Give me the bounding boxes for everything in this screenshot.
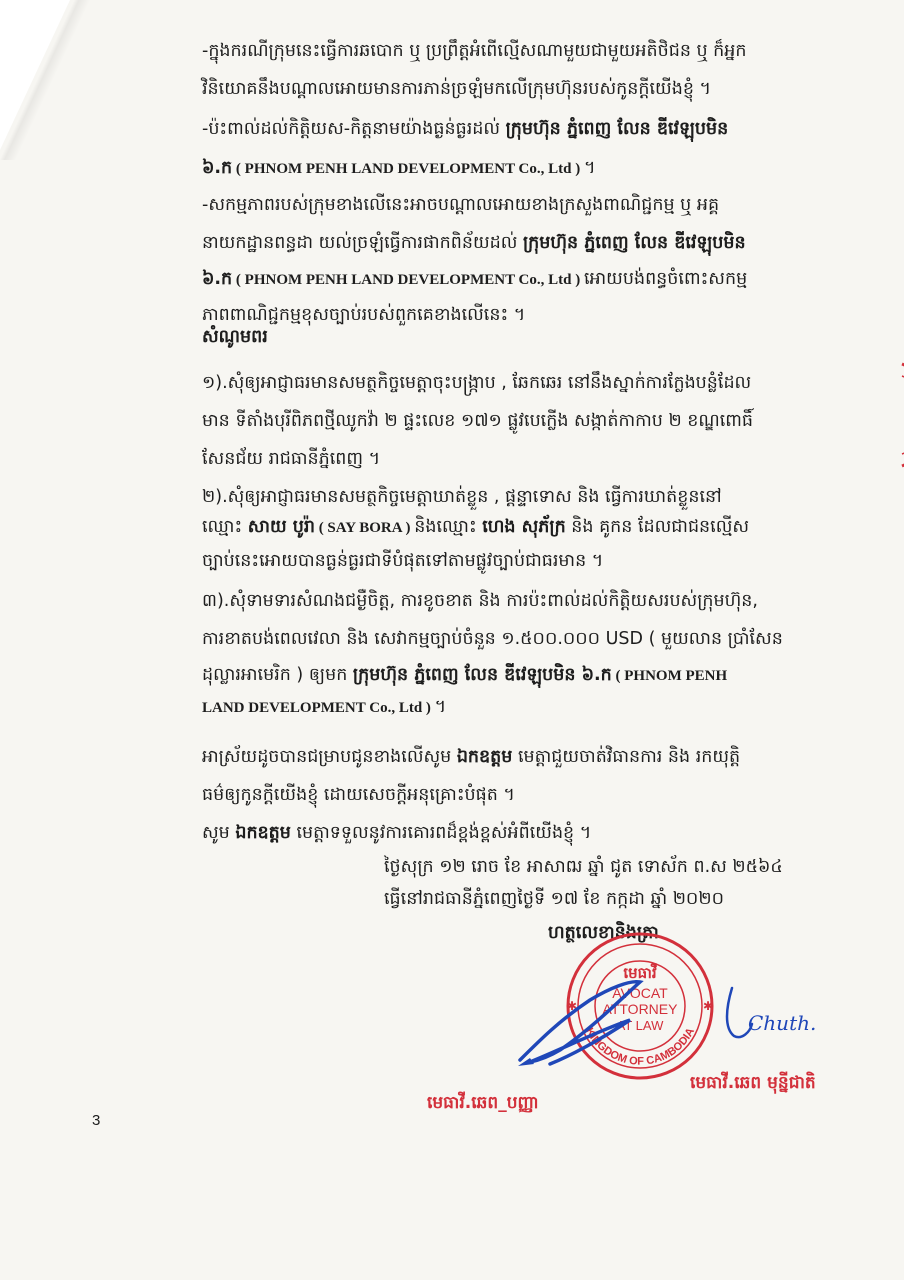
folded-corner-shadow <box>0 0 90 160</box>
text-line: ៦.ក ( PHNOM PENH LAND DEVELOPMENT Co., Ltd ) អោយបង់ពន្ធចំពោះសកម្ម <box>202 269 748 289</box>
issue-date: ធ្វើនៅរាជធានីភ្នំពេញថ្ងៃទី ១៧ ខែ កក្កដា ឆ្នាំ ២០២០ <box>384 889 724 909</box>
company-name-latin: ( PHNOM PENH LAND DEVELOPMENT Co., Ltd ) <box>232 161 584 177</box>
accused-name: សាយ បូរ៉ា <box>247 517 315 537</box>
accused-name: ហេង សុភ័ក្រ <box>482 517 566 537</box>
request-1: ១).សុំឲ្យអាជ្ញាធរមានសមត្ថកិច្ចមេត្តាចុះបង្ក្រាប , ឆែកឆេរ នៅនឹងស្នាក់ការក្លែងបន្លំដែល <box>202 373 752 393</box>
text-line: ៦.ក ( PHNOM PENH LAND DEVELOPMENT Co., Ltd ) ។ <box>202 158 596 178</box>
closing-paragraph: អាស្រ័យដូចបានជម្រាបជូនខាងលើសូម ឯកឧត្តម មេត្តាជួយចាត់វិធានការ និង រកយុត្តិ <box>202 747 741 767</box>
company-name: ក្រុមហ៊ុន ភ្នំពេញ លែន ឌីវេឡុបមិន <box>522 233 746 253</box>
company-name: ក្រុមហ៊ុន ភ្នំពេញ លែន ឌីវេឡុបមិន ៦.ក <box>352 665 612 685</box>
text-line: ឈ្មោះ សាយ បូរ៉ា ( SAY BORA ) និងឈ្មោះ ហេង សុភ័ក្រ និង គូកន ដែលជាជនល្មើស <box>202 517 750 537</box>
text-line: ច្បាប់នេះអោយបានធ្ងន់ធ្ងរជាទីបំផុតទៅតាមផ្លូវច្បាប់ជាធរមាន ។ <box>202 551 604 571</box>
text-line: ការខាតបង់ពេលវេលា និង សេវាកម្មច្បាប់ចំនួន ១.៥០០.០០០ USD ( មួយលាន ប្រាំសែន <box>202 629 783 649</box>
text-line: ដុល្លារអាមេរិក ) ឲ្យមក ក្រុមហ៊ុន ភ្នំពេញ លែន ឌីវេឡុបមិន ៦.ក ( PHNOM PENH <box>202 665 728 685</box>
text-line: -សកម្មភាពរបស់ក្រុមខាងលើនេះអាចបណ្តាលអោយខាងក្រសួងពាណិជ្ជកម្ម ឬ អគ្គ <box>202 195 720 215</box>
stamp-line-3: AT LAW <box>616 1018 664 1033</box>
text-line: -ក្នុងករណីក្រុមនេះធ្វើការឆបោក ឬ ប្រព្រឹត្តអំពើល្មើសណាមួយជាមួយអតិថិជន ឬ ក៏អ្នក <box>202 41 747 61</box>
text-line: ធម៌ឲ្យកូនក្តីយើងខ្ញុំ ដោយសេចក្តីអនុគ្រោះបំផុត ។ <box>202 785 515 805</box>
signature-scribble-right <box>712 978 832 1048</box>
request-2: ២).សុំឲ្យអាជ្ញាធរមានសមត្ថកិច្ចមេត្តាឃាត់ខ្លួន , ផ្តន្ទាទោស និង ធ្វើការឃាត់ខ្លួននៅ <box>202 487 722 507</box>
request-3: ៣).សុំទាមទារសំណងជម្ងឺចិត្ត, ការខូចខាត និង ការប៉ះពាល់ដល់កិត្តិយសរបស់ក្រុមហ៊ុន, <box>202 591 758 611</box>
signature-scribble-left <box>500 960 710 1070</box>
signature-handwritten: Chuth. <box>748 1011 817 1035</box>
signatory-right: មេធាវី.ឆេព មុន្នីជាតិ <box>690 1073 816 1093</box>
stamp-line-2: ATTORNEY <box>602 1001 678 1017</box>
stamp-ring-text: KINGDOM OF CAMBODIA <box>583 1025 697 1068</box>
signature-label: ហត្ថលេខានិងត្រា <box>548 923 659 943</box>
company-name: ក្រុមហ៊ុន ភ្នំពេញ លែន ឌីវេឡុបមិន <box>505 119 729 139</box>
text-line: នាយកដ្ឋានពន្ធដា យល់ច្រឡំធ្វើការផាកពិន័យដល់ ក្រុមហ៊ុន ភ្នំពេញ លែន ឌីវេឡុបមិន <box>202 233 746 253</box>
text-line: LAND DEVELOPMENT Co., Ltd ) ។ <box>202 697 447 717</box>
text-line: ភាពពាណិជ្ជកម្មខុសច្បាប់របស់ពួកគេខាងលើនេះ ។ <box>202 305 526 325</box>
company-name-latin: ( PHNOM PENH LAND DEVELOPMENT Co., Ltd ) <box>232 272 584 288</box>
stamp-title: មេធាវី <box>623 964 657 982</box>
stamp-star-icon: ✱ <box>566 999 578 1013</box>
signatory-left: មេធាវី.ឆេព_បញ្ញា <box>427 1093 539 1113</box>
lunar-date: ថ្ងៃសុក្រ ១២ រោច ខែ អាសាឍ ឆ្នាំ ជូត ទោស័ក ព.ស ២៥៦៤ <box>384 857 783 877</box>
page-number: 3 <box>92 1112 101 1129</box>
salutation: សូម ឯកឧត្តម មេត្តាទទួលនូវការគោរពដ៏ខ្ពង់ខ្ពស់អំពីយើងខ្ញុំ ។ <box>202 823 592 843</box>
margin-stamp <box>852 360 904 470</box>
section-heading: សំណូមពរ <box>202 327 268 347</box>
stamp-line-1: AVOCAT <box>612 985 668 1001</box>
text-line: សែនជ័យ រាជធានីភ្នំពេញ ។ <box>202 449 381 469</box>
stamp-star-icon: ✱ <box>702 999 714 1013</box>
text-line: មាន ទីតាំងបុរីពិភពថ្មីឈូកវ៉ា ២ ផ្ទះលេខ ១៧១ ផ្លូវបេក្លើង សង្កាត់កាកាប ២ ខណ្ឌពោធិ៍ <box>202 411 754 431</box>
text-line: វិនិយោគនឹងបណ្តាលអោយមានការភាន់ច្រឡំមកលើក្រុមហ៊ុនរបស់កូនក្តីយើងខ្ញុំ ។ <box>202 79 712 99</box>
text-line: -ប៉ះពាល់ដល់កិត្តិយស-កិត្តនាមយ៉ាងធ្ងន់ធ្ងរដល់ ក្រុមហ៊ុន ភ្នំពេញ លែន ឌីវេឡុបមិន <box>202 119 729 139</box>
